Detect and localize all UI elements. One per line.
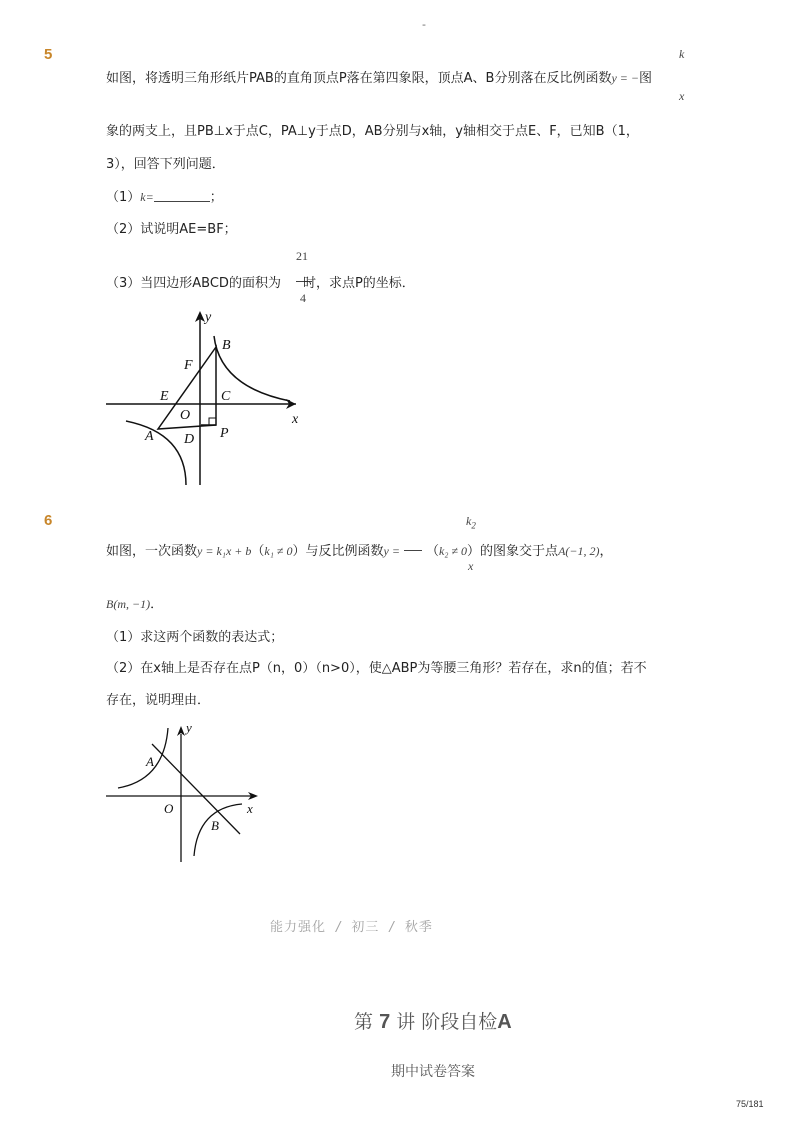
lecture-number: 7 — [379, 1011, 391, 1033]
label-b: B — [222, 338, 231, 353]
q5-fraction-denominator: 4 — [300, 291, 306, 305]
page-number: 75/181 — [736, 1099, 764, 1109]
q6-line-1-text-3: ）的图象交于点 — [467, 544, 559, 559]
q5-line-1 — [106, 67, 652, 86]
q5-line-1-text: 如图，将透明三角形纸片PAB的直角顶点P落在第四象限，顶点A、B分别落在反比例函数 — [106, 71, 612, 86]
q6-k2-subscript: 2 — [471, 520, 476, 531]
q6-inverse-function: y = — [383, 544, 400, 558]
q5-part-3-end: 时，求点P的坐标． — [302, 276, 415, 291]
label-e: E — [160, 389, 169, 404]
q5-part-2: （2）试说明AE=BF； — [106, 222, 237, 237]
lecture-name: 讲 阶段自检 — [396, 1011, 498, 1033]
q6-part-1: （1）求这两个函数的表达式； — [106, 630, 284, 645]
q5-part-1-label: （1） — [106, 190, 141, 205]
q6-paren-open-2: （ — [425, 544, 439, 559]
q6-paren-open-1: （ — [251, 544, 265, 559]
track-season: 秋季 — [404, 920, 433, 935]
right-angle-mark — [209, 418, 216, 425]
q6-line-1-text-2: ）与反比例函数 — [292, 544, 384, 559]
q6-linear-function: y = k₁x + b — [197, 544, 252, 558]
q6-point-b: B(m, −1) — [106, 597, 151, 611]
q5-figure — [100, 305, 310, 490]
q6-part-2-line-2: 存在，说明理由． — [106, 693, 211, 708]
label-p: P — [220, 426, 229, 441]
q5-line-3: 3），回答下列问题． — [106, 157, 225, 172]
label-x: x — [247, 801, 253, 816]
answer-blank[interactable] — [154, 189, 210, 202]
q5-part-3 — [106, 272, 415, 291]
q6-line-1-end: ， — [599, 544, 613, 559]
label-a: A — [146, 754, 154, 769]
question-5-number: 5 — [44, 46, 53, 63]
question-6-number: 6 — [44, 512, 53, 529]
linear-function-line — [152, 744, 240, 834]
lecture-title — [354, 1007, 512, 1034]
header-mark: - — [422, 18, 426, 31]
q5-func-denominator: x — [679, 89, 685, 103]
lecture-letter: A — [497, 1011, 512, 1033]
track-grade: 初三 — [351, 920, 380, 935]
q5-line-2: 象的两支上，且PB⊥x于点C，PA⊥y于点D，AB分别与x轴，y轴相交于点E、F，已知B（1， — [106, 124, 639, 139]
hyperbola-branch-second-quadrant — [118, 728, 168, 788]
q5-fraction-numerator: 21 — [296, 249, 308, 263]
course-track — [270, 916, 433, 935]
q5-func-numerator: k — [679, 47, 685, 61]
q6-figure — [100, 716, 270, 866]
q5-part-1-end: ； — [209, 190, 223, 205]
q6-fraction-denominator: x — [468, 559, 474, 573]
label-x: x — [292, 412, 299, 427]
label-o: O — [164, 801, 174, 816]
answers-heading: 期中试卷答案 — [391, 1064, 475, 1080]
label-d: D — [184, 432, 195, 447]
q6-line-1-text: 如图，一次函数 — [106, 544, 198, 559]
label-f: F — [184, 358, 193, 373]
hyperbola-branch-lower — [126, 421, 186, 485]
track-separator-1: / — [336, 920, 342, 935]
label-y: y — [186, 720, 192, 735]
track-level: 能力强化 — [270, 920, 327, 935]
q6-k2-letter: k — [466, 514, 472, 528]
q6-fraction-bar — [404, 550, 422, 551]
q5-function: y = − — [611, 71, 640, 85]
q6-line-2-end: ． — [150, 597, 164, 612]
q6-condition-2: k₂ ≠ 0 — [438, 544, 468, 558]
label-b: B — [211, 818, 219, 833]
q6-part-2-line-1: （2）在x轴上是否存在点P（n，0）（n>0），使△ABP为等腰三角形？若存在，求n的值；若不 — [106, 661, 647, 676]
q5-k-variable: k= — [140, 190, 154, 204]
q6-point-a: A(−1, 2) — [558, 544, 600, 558]
q5-part-3-text: （3）当四边形ABCD的面积为 — [106, 276, 281, 291]
q6-line-2 — [106, 593, 163, 612]
label-o: O — [180, 408, 191, 423]
track-separator-2: / — [389, 920, 395, 935]
q5-line-1-end: 图 — [639, 71, 653, 86]
q6-line-1 — [106, 540, 613, 559]
label-a: A — [145, 429, 154, 444]
q6-condition-1: k₁ ≠ 0 — [264, 544, 293, 558]
q5-part-1 — [106, 186, 223, 205]
label-y: y — [205, 310, 212, 325]
label-c: C — [221, 389, 231, 404]
q6-k2-numerator — [466, 514, 476, 530]
lecture-prefix: 第 — [354, 1011, 374, 1033]
